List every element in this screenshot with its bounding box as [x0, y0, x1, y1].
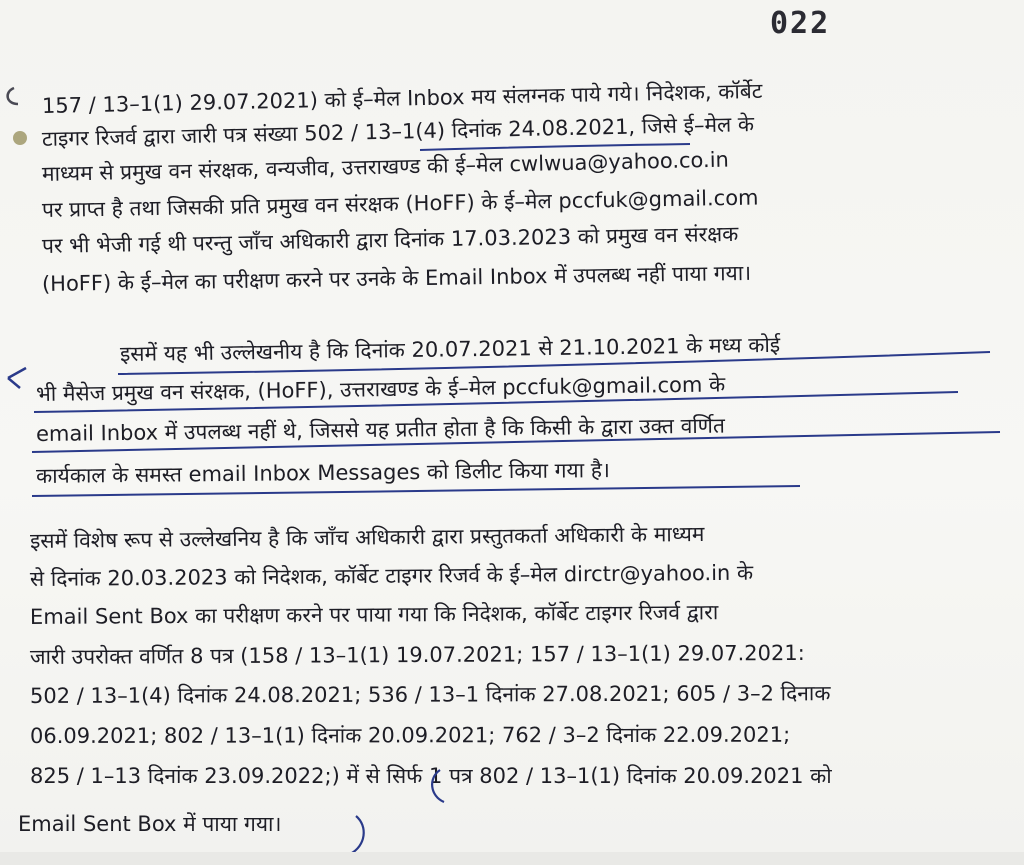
page-bottom-edge	[0, 852, 1024, 865]
paragraph1-line-2: टाइगर रिजर्व द्वारा जारी पत्र संख्या 502 / 13–1(4) दिनांक 24.08.2021, जिसे ई–मेल के	[41, 112, 755, 151]
paragraph1-line-4: पर प्राप्त है तथा जिसकी प्रति प्रमुख वन संरक्षक (HoFF) के ई–मेल pccfuk@gmail.com	[41, 185, 759, 222]
paragraph3-line-4: जारी उपरोक्त वर्णित 8 पत्र (158 / 13–1(1) 19.07.2021; 157 / 13–1(1) 29.07.2021:	[29, 640, 805, 669]
paragraph3-line-3: Email Sent Box का परीक्षण करने पर पाया गया कि निदेशक, कॉर्बेट टाइगर रिजर्व द्वारा	[29, 600, 719, 629]
paragraph3-line-8: Email Sent Box में पाया गया।	[18, 812, 282, 836]
paragraph2-line-2: भी मैसेज प्रमुख वन संरक्षक, (HoFF), उत्तराखण्ड के ई–मेल pccfuk@gmail.com के	[35, 372, 726, 406]
margin-curl-mark	[8, 88, 18, 104]
paragraph3-line-5: 502 / 13–1(4) दिनांक 24.08.2021; 536 / 13–1 दिनांक 27.08.2021; 605 / 3–2 दिनाक	[29, 681, 831, 708]
page-number: 022	[770, 6, 831, 41]
paragraph1-line-3: माध्यम से प्रमुख वन संरक्षक, वन्यजीव, उत्तराखण्ड की ई–मेल cwlwua@yahoo.co.in	[41, 147, 730, 186]
paragraph2-line-3: email Inbox में उपलब्ध नहीं थे, जिससे यह प्रतीत होता है कि किसी के द्वारा उक्त वर्णित	[35, 413, 726, 446]
paragraph3-line-6: 06.09.2021; 802 / 13–1(1) दिनांक 20.09.2021; 762 / 3–2 दिनांक 22.09.2021;	[29, 722, 791, 748]
paragraph2-line-1: इसमें यह भी उल्लेखनीय है कि दिनांक 20.07.2021 से 21.10.2021 के मध्य कोई	[119, 332, 781, 366]
paragraph3-line-1: इसमें विशेष रूप से उल्लेखनिय है कि जाँच अधिकारी द्वारा प्रस्तुतकर्ता अधिकारी के माध्यम	[29, 521, 705, 553]
paragraph2-line-4: कार्यकाल के समस्त email Inbox Messages को डिलीट किया गया है।	[35, 457, 611, 488]
close-bracket-mark	[350, 816, 364, 854]
paragraph1-line-6: (HoFF) के ई–मेल का परीक्षण करने पर उनके के Email Inbox में उपलब्ध नहीं पाया गया।	[41, 260, 752, 296]
paragraph3-line-7: 825 / 1–13 दिनांक 23.09.2022;) में से सिर्फ 1 पत्र 802 / 13–1(1) दिनांक 20.09.2021 को	[30, 764, 832, 788]
margin-arrow-icon	[8, 368, 26, 388]
margin-ink-dot	[13, 131, 27, 145]
paragraph1-line-5: पर भी भेजी गई थी परन्तु जाँच अधिकारी द्वारा दिनांक 17.03.2023 को प्रमुख वन संरक्षक	[41, 221, 739, 258]
paragraph3-line-2: से दिनांक 20.03.2023 को निदेशक, कॉर्बेट टाइगर रिजर्व के ई–मेल dirctr@yahoo.in के	[29, 560, 754, 591]
paragraph1-line-1: 157 / 13–1(1) 29.07.2021) को ई–मेल Inbox मय संलग्नक पाये गये। निदेशक, कॉर्बेट	[41, 78, 763, 118]
